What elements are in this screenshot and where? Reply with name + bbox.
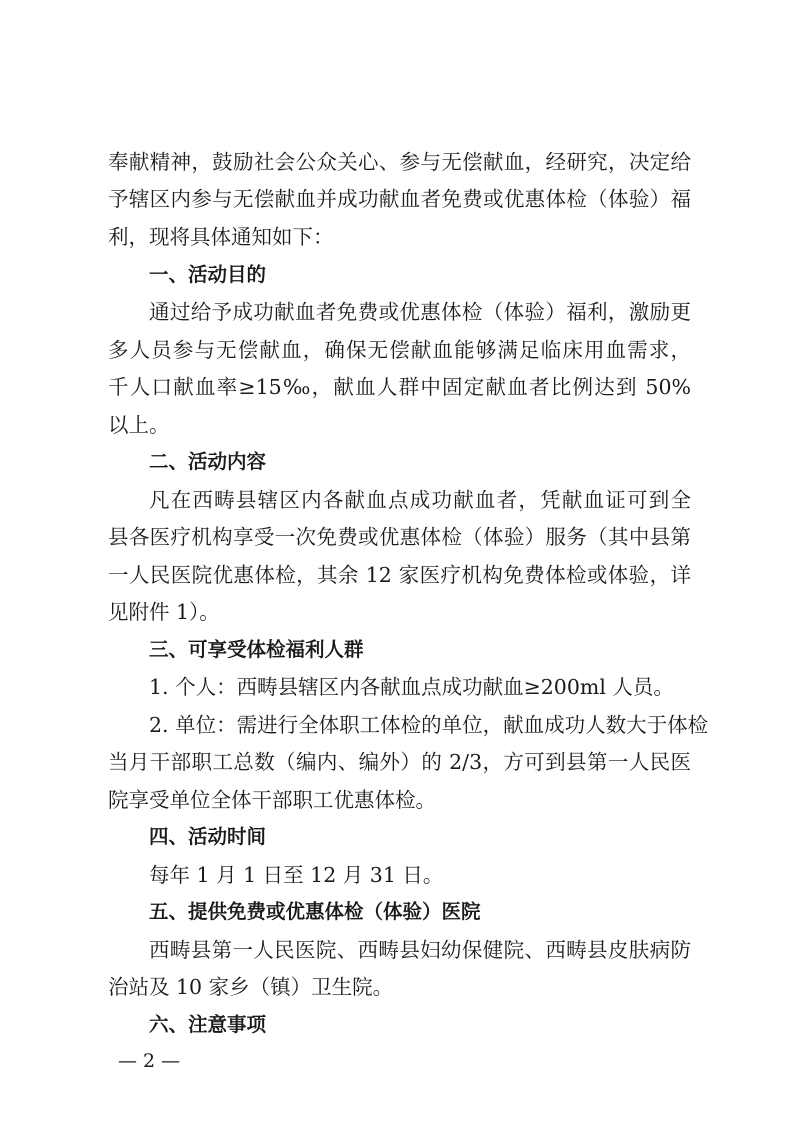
paragraph-line: 以上。 [108,413,170,437]
paragraph-line: 予辖区内参与无偿献血并成功献血者免费或优惠体检（体验）福 [108,187,691,211]
paragraph-line: 县各医疗机构享受一次免费或优惠体检（体验）服务（其中县第 [108,525,691,549]
paragraph-line: 奉献精神，鼓励社会公众关心、参与无偿献血，经研究，决定给 [108,150,691,174]
list-item-individual: 1. 个人：西畴县辖区内各献血点成功献血≥200ml 人员。 [149,675,674,699]
paragraph-line: 每年 1 月 1 日至 12 月 31 日。 [149,863,444,887]
section-heading-purpose: 一、活动目的 [149,263,267,286]
paragraph-line: 千人口献血率≥15‰，献血人群中固定献血者比例达到 50% [108,375,691,399]
paragraph-line: 见附件 1）。 [108,600,220,624]
paragraph-line: 多人员参与无偿献血，确保无偿献血能够满足临床用血需求， [108,338,691,362]
page-number: — 2 — [118,1050,181,1072]
section-heading-time: 四、活动时间 [149,825,267,848]
paragraph-line: 院享受单位全体干部职工优惠体检。 [108,788,436,812]
section-heading-content: 二、活动内容 [149,450,267,473]
paragraph-line: 治站及 10 家乡（镇）卫生院。 [108,975,394,999]
paragraph-line: 利，现将具体通知如下： [108,225,334,249]
list-item-unit: 2. 单位：需进行全体职工体检的单位，献血成功人数大于体检 [149,713,709,737]
section-heading-notes: 六、注意事项 [149,1013,267,1036]
paragraph-line: 西畴县第一人民医院、西畴县妇幼保健院、西畴县皮肤病防 [149,938,691,962]
paragraph-line: 通过给予成功献血者免费或优惠体检（体验）福利，激励更 [149,300,691,324]
paragraph-line: 当月干部职工总数（编内、编外）的 2/3，方可到县第一人民医 [108,750,691,774]
section-heading-hospitals: 五、提供免费或优惠体检（体验）医院 [149,900,481,923]
paragraph-line: 凡在西畴县辖区内各献血点成功献血者，凭献血证可到全 [149,488,691,512]
section-heading-eligible: 三、可享受体检福利人群 [149,638,364,661]
paragraph-line: 一人民医院优惠体检，其余 12 家医疗机构免费体检或体验，详 [108,563,691,587]
